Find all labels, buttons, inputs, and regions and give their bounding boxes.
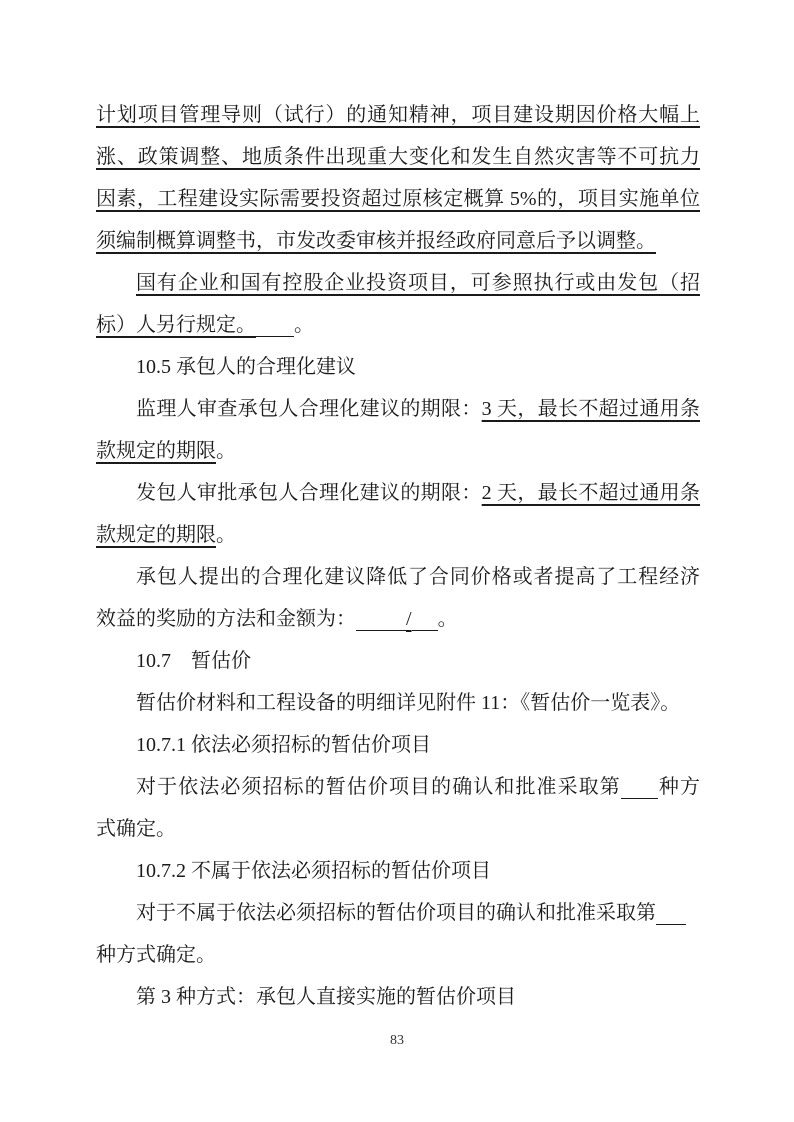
text-line [96, 94, 700, 136]
text-line [96, 178, 700, 220]
text-segment: 式确定。 [96, 818, 176, 840]
underlined-text: 因素，工程建设实际需要投资超过原核定概算 5%的，项目实施单位 [96, 188, 700, 210]
text-segment: 。 [216, 440, 236, 462]
underlined-text: 款规定的期限 [96, 524, 216, 546]
page-number: 83 [390, 1033, 404, 1048]
text-line [96, 724, 700, 766]
underlined-text: 涨、政策调整、地质条件出现重大变化和发生自然灾害等不可抗力 [96, 146, 700, 168]
text-line [96, 598, 700, 640]
fill-in-blank [412, 626, 438, 631]
text-line [96, 346, 700, 388]
underlined-text: 标）人另行规定。 [96, 314, 256, 336]
text-segment: 。 [216, 524, 236, 546]
text-segment: 对于依法必须招标的暂估价项目的确认和批准采取第 [136, 776, 621, 798]
document-body [96, 94, 700, 1018]
text-line [96, 934, 700, 976]
text-segment: 监理人审查承包人合理化建议的期限： [136, 398, 482, 420]
text-segment: 。 [437, 608, 458, 630]
text-segment: 第 3 种方式：承包人直接实施的暂估价项目 [136, 986, 516, 1008]
text-line [96, 388, 700, 430]
text-segment: 对于不属于依法必须招标的暂估价项目的确认和批准采取第 [136, 902, 656, 924]
text-line [96, 850, 700, 892]
text-segment: 10.7 暂估价 [136, 650, 251, 672]
text-segment: 10.5 承包人的合理化建议 [136, 356, 356, 378]
fill-in-blank [356, 626, 406, 631]
text-line [96, 766, 700, 808]
text-segment: 承包人提出的合理化建议降低了合同价格或者提高了工程经济 [136, 566, 700, 588]
text-segment: 暂估价材料和工程设备的明细详见附件 11：《暂估价一览表》。 [136, 692, 681, 714]
text-line [96, 430, 700, 472]
underlined-text: 2 天，最长不超过通用条 [481, 482, 701, 504]
text-line [96, 808, 700, 850]
text-segment: 种方式确定。 [96, 944, 216, 966]
text-line [96, 472, 700, 514]
text-line [96, 136, 700, 178]
text-segment: 种方 [657, 776, 701, 798]
text-line [96, 556, 700, 598]
text-segment: 。 [294, 314, 314, 336]
underlined-text: 国有企业和国有控股企业投资项目，可参照执行或由发包（招 [136, 272, 700, 294]
text-segment: 发包人审批承包人合理化建议的期限： [136, 482, 482, 504]
underlined-text: 3 天，最长不超过通用条 [481, 398, 701, 420]
fill-in-blank [256, 332, 294, 337]
text-line [96, 682, 700, 724]
underlined-text: 计划项目管理导则（试行）的通知精神，项目建设期因价格大幅上 [96, 104, 700, 126]
underlined-text: 款规定的期限 [96, 440, 216, 462]
text-line [96, 304, 700, 346]
fill-in-blank [656, 920, 686, 925]
text-line [96, 976, 700, 1018]
text-line [96, 514, 700, 556]
text-line [96, 262, 700, 304]
text-segment: 效益的奖励的方法和金额为： [96, 608, 356, 630]
text-segment: 10.7.1 依法必须招标的暂估价项目 [136, 734, 431, 756]
text-line [96, 220, 700, 262]
text-line [96, 640, 700, 682]
underlined-text: 须编制概算调整书，市发改委审核并报经政府同意后予以调整。 [96, 230, 656, 252]
underlined-text: / [406, 608, 412, 630]
fill-in-blank [621, 794, 658, 799]
text-segment: 10.7.2 不属于依法必须招标的暂估价项目 [136, 860, 491, 882]
text-line [96, 892, 700, 934]
